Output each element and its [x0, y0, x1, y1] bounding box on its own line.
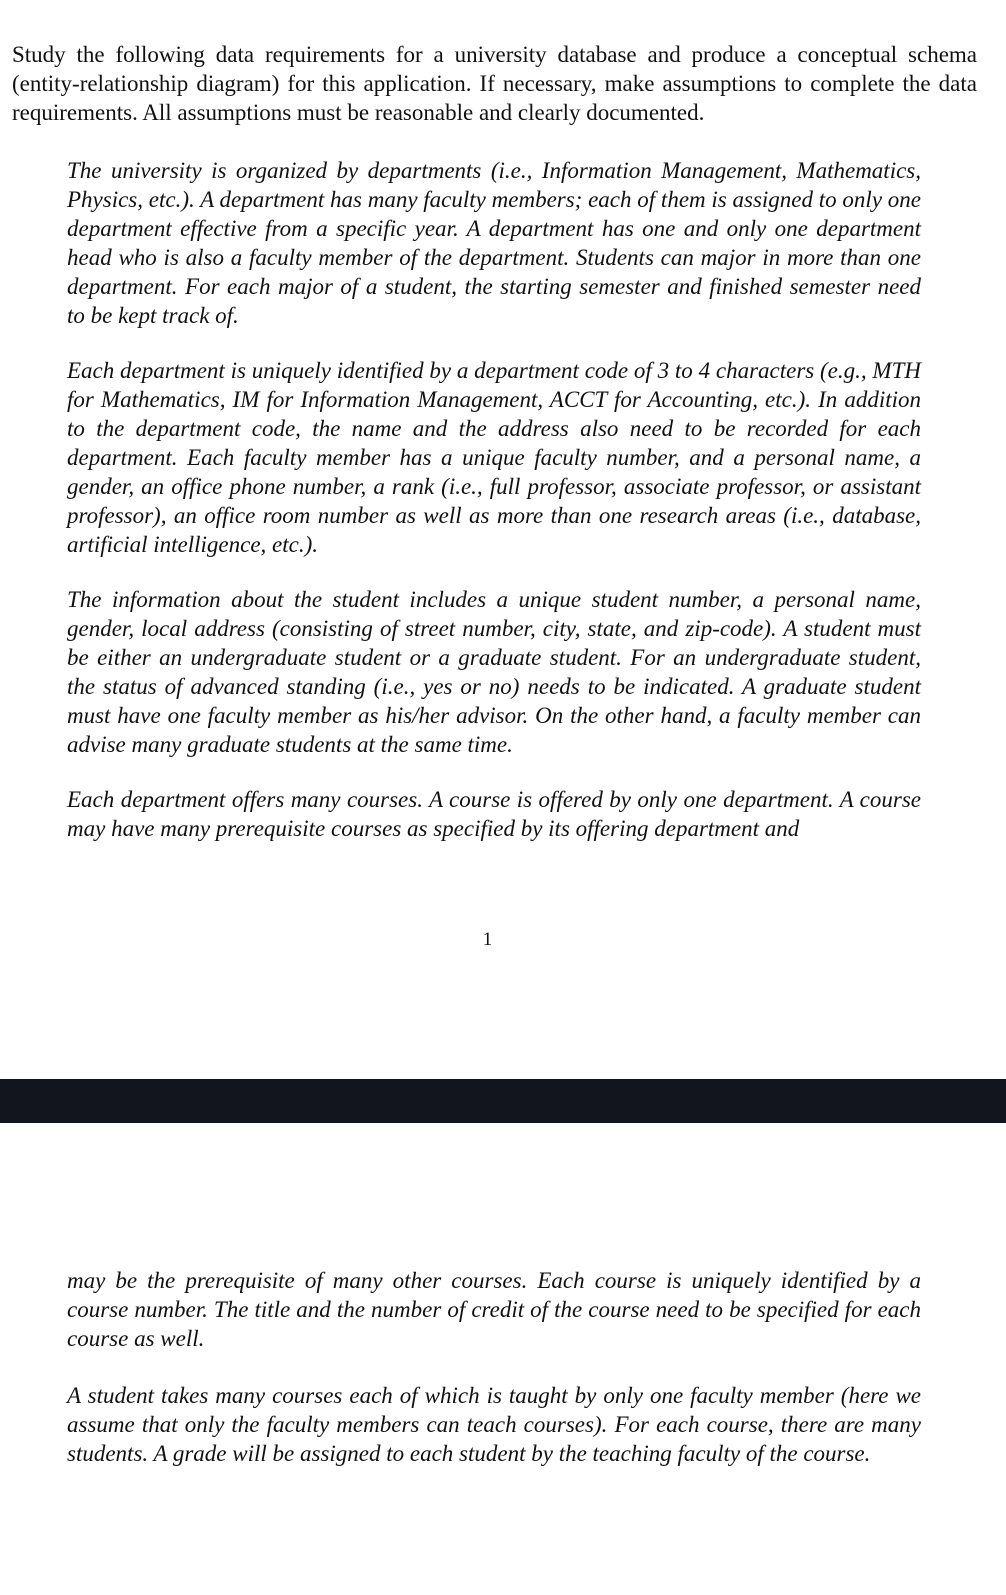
- page-divider: [0, 1079, 1006, 1123]
- requirements-paragraph-prerequisites: may be the prerequisite of many other courses. Each course is uniquely identified by a course number. The title and the number of credit of the course need to be specified for each course as well.: [67, 1268, 921, 1351]
- page-number: 1: [482, 929, 493, 950]
- requirements-paragraph-students: The information about the student includes a unique student number, a personal name, gender, local address (consisting of street number, city, state, and zip-code). A student must be either an undergraduate student or a graduate student. For an undergraduate student, the status of advanced standing (i.e., yes or no) needs to be indicated. A graduate student must have one faculty member as his/her advisor. On the other hand, a faculty member can advise many graduate students at the same time.: [67, 587, 921, 757]
- requirements-paragraph-courses: Each department offers many courses. A course is offered by only one department. A course may have many prerequisite courses as specified by its offering department and: [67, 787, 921, 841]
- requirements-paragraph-attributes: Each department is uniquely identified by a department code of 3 to 4 characters (e.g., MTH for Mathematics, IM for Information Management, ACCT for Accounting, etc.). In addition to the department code, the name and the address also need to be recorded for each department. Each faculty member has a unique faculty number, and a personal name, a gender, an office phone number, a rank (i.e., full professor, associate professor, or assistant professor), an office room number as well as more than one research areas (i.e., database, artificial intelligence, etc.).: [67, 358, 921, 557]
- requirements-paragraph-enrollment: A student takes many courses each of which is taught by only one faculty member (here we assume that only the faculty members can teach courses). For each course, there are many students. A grade will be assigned to each student by the teaching faculty of the course.: [67, 1383, 921, 1466]
- instructions-paragraph: Study the following data requirements for a university database and produce a conceptual schema (entity-relationship diagram) for this application. If necessary, make assumptions to complete the data requirements. All assumptions must be reasonable and clearly documented.: [12, 42, 977, 125]
- requirements-paragraph-departments: The university is organized by departments (i.e., Information Management, Mathematics, Physics, etc.). A department has many faculty members; each of them is assigned to only one department effective from a specific year. A department has one and only one department head who is also a faculty member of the department. Students can major in more than one department. For each major of a student, the starting semester and finished semester need to be kept track of.: [67, 158, 921, 328]
